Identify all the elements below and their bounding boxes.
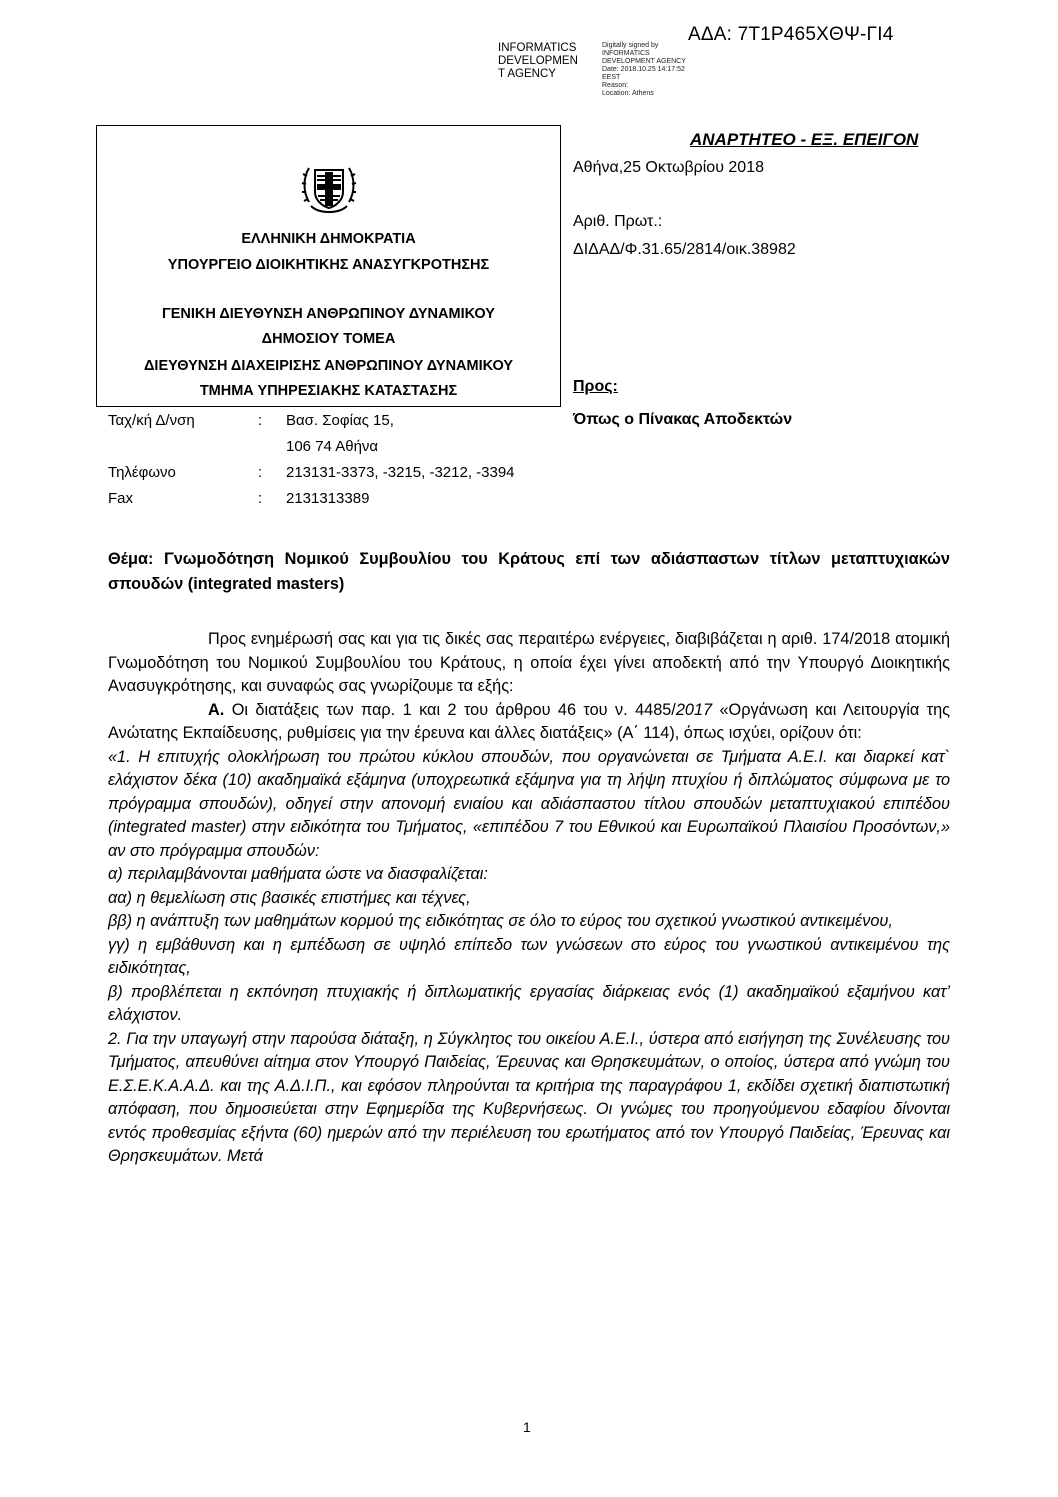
contact-value: 2131313389 bbox=[286, 490, 370, 507]
protocol-label: Αριθ. Πρωτ.: bbox=[573, 213, 663, 230]
signature-detail-line: DEVELOPMENT AGENCY bbox=[602, 58, 686, 65]
signature-detail-line: EEST bbox=[602, 74, 621, 81]
contact-value: 106 74 Αθήνα bbox=[286, 438, 379, 455]
signature-detail-line: Location: Athens bbox=[602, 90, 654, 97]
contact-value: 213131-3373, -3215, -3212, -3394 bbox=[286, 464, 515, 481]
paragraph-a-marker: Α. bbox=[208, 700, 225, 719]
contact-label: Ταχ/κή Δ/νση bbox=[108, 412, 195, 429]
quoted-item-a: α) περιλαμβάνονται μαθήματα ώστε να διασφαλίζεται: bbox=[108, 865, 488, 883]
quoted-clause-2: 2. Για την υπαγωγή στην παρούσα διάταξη, η Σύγκλητος του οικείου Α.Ε.Ι., ύστερα από εισήγηση της Συνέλευσης του Τμήματος, απευθύνει αίτημα στον Υπουργό Παιδείας, Έρευνας και Θρησκευμάτων, ο οποίος, ύστερα από γνώμη του Ε.Σ.Ε.Κ.Α.Α.Δ. και της Α.Δ.Ι.Π., και εφόσον πληρούνται τα κριτήρια της παραγράφου 1, εκδίδει σχετική διαπιστωτική απόφαση, που δημοσιεύεται στην Εφημερίδα της Κυβερνήσεως. Οι γνώμες του προηγούμενου εδαφίου δίνονται εντός προθεσμίας εξήντα (60) ημερών από την περιέλευση του ερωτήματος από τον Υπουργό Παιδείας, Έρευνας και Θρησκευμάτων. Μετά bbox=[108, 1029, 950, 1165]
header-general-directorate-2: ΔΗΜΟΣΙΟΥ ΤΟΜΕΑ bbox=[261, 331, 396, 347]
header-department: ΤΜΗΜΑ ΥΠΗΡΕΣΙΑΚΗΣ ΚΑΤΑΣΤΑΣΗΣ bbox=[199, 383, 458, 399]
signature-org-line: INFORMATICS bbox=[498, 42, 577, 54]
recipient-value: Όπως ο Πίνακας Αποδεκτών bbox=[573, 411, 793, 428]
greek-coat-of-arms-icon bbox=[301, 156, 357, 216]
urgency-marking: ΑΝΑΡΤΗΤΕΟ - ΕΞ. ΕΠΕΙΓΟΝ bbox=[690, 130, 919, 149]
quoted-item-bb: ββ) η ανάπτυξη των μαθημάτων κορμού της ειδικότητας σε όλο το εύρος του σχετικού γνωστικού αντικειμένου, bbox=[108, 912, 893, 930]
paragraph-a-text: Οι διατάξεις των παρ. 1 και 2 του άρθρου 46 του ν. 4485/ bbox=[224, 700, 676, 719]
body-text bbox=[108, 628, 950, 1169]
paragraph-a-year: 2017 bbox=[675, 700, 713, 719]
header-country: ΕΛΛΗΝΙΚΗ ΔΗΜΟΚΡΑΤΙΑ bbox=[241, 231, 416, 247]
signature-detail-line: Reason: bbox=[602, 82, 629, 89]
letterhead-box bbox=[96, 125, 561, 407]
signature-org-line: DEVELOPMEN bbox=[498, 55, 578, 67]
header-ministry: ΥΠΟΥΡΓΕΙΟ ΔΙΟΙΚΗΤΙΚΗΣ ΑΝΑΣΥΓΚΡΟΤΗΣΗΣ bbox=[167, 257, 490, 273]
document-date: Αθήνα,25 Οκτωβρίου 2018 bbox=[573, 159, 764, 176]
page-number: 1 bbox=[523, 1419, 531, 1435]
header-general-directorate: ΓΕΝΙΚΗ ΔΙΕΥΘΥΝΣΗ ΑΝΘΡΩΠΙΝΟΥ ΔΥΝΑΜΙΚΟΥ bbox=[162, 306, 495, 322]
quoted-item-b: β) προβλέπεται η εκπόνηση πτυχιακής ή διπλωματικής εργασίας διάρκειας ενός (1) ακαδημαϊκού εξαμήνου κατ’ ελάχιστον. bbox=[108, 982, 950, 1024]
subject-line: Θέμα: Γνωμοδότηση Νομικού Συμβουλίου του Κράτους επί των αδιάσπαστων τίτλων μεταπτυχιακών σπουδών (integrated masters) bbox=[108, 550, 950, 593]
contact-value: Βασ. Σοφίας 15, bbox=[286, 412, 394, 429]
contact-label: Τηλέφωνο bbox=[108, 464, 176, 481]
signature-detail-line: Date: 2018.10.25 14:17:52 bbox=[602, 66, 685, 73]
quoted-clause-1: «1. Η επιτυχής ολοκλήρωση του πρώτου κύκλου σπουδών, που οργανώνεται σε Τμήματα Α.Ε.Ι. και διαρκεί κατ` ελάχιστον δέκα (10) ακαδημαϊκά εξάμηνα (υποχρεωτικά εξάμηνα για τη λήψη πτυχίου ή διπλώματος σύμφωνα με το πρόγραμμα σπουδών), οδηγεί στην απονομή ενιαίου και αδιάσπαστου τίτλου σπουδών μεταπτυχιακού επιπέδου (integrated master) στην ειδικότητα του Τμήματος, «επιπέδου 7 του Εθνικού και Ευρωπαϊκού Πλαισίου Προσόντων,» αν στο πρόγραμμα σπουδών: bbox=[108, 747, 950, 860]
ada-code: ΑΔΑ: 7Τ1Ρ465ΧΘΨ-ΓΙ4 bbox=[688, 24, 894, 45]
signature-org-line: T AGENCY bbox=[498, 68, 556, 80]
paragraph-a bbox=[108, 699, 950, 746]
header-directorate: ΔΙΕΥΘΥΝΣΗ ΔΙΑΧΕΙΡΙΣΗΣ ΑΝΘΡΩΠΙΝΟΥ ΔΥΝΑΜΙΚΟΥ bbox=[144, 358, 513, 374]
signature-detail-line: Digitally signed by bbox=[602, 42, 659, 49]
quoted-item-gg: γγ) η εμβάθυνση και η εμπέδωση σε υψηλό επίπεδο των γνώσεων στο εύρος του γνωστικού αντικειμένου της ειδικότητας, bbox=[108, 935, 950, 977]
signature-detail-line: INFORMATICS bbox=[602, 50, 650, 57]
contact-colon: : bbox=[258, 490, 263, 507]
contact-colon: : bbox=[258, 464, 263, 481]
quoted-item-aa: αα) η θεμελίωση στις βασικές επιστήμες και τέχνες, bbox=[108, 888, 471, 907]
signature-details bbox=[602, 42, 702, 98]
recipient-label: Προς: bbox=[573, 378, 618, 395]
digital-signature-stamp bbox=[498, 42, 698, 102]
contact-colon: : bbox=[258, 412, 263, 429]
intro-paragraph: Προς ενημέρωσή σας και για τις δικές σας περαιτέρω ενέργειες, διαβιβάζεται η αριθ. 174/2018 ατομική Γνωμοδότηση του Νομικού Συμβουλίου του Κράτους, η οποία έχει γίνει αποδεκτή από την Υπουργό Διοικητικής Ανασυγκρότησης, και συναφώς σας γνωρίζουμε τα εξής: bbox=[108, 630, 950, 695]
paragraph-a-text-2: «Οργάνωση και Λειτουργία της Ανώτατης Εκπαίδευσης, ρυθμίσεις για την έρευνα και άλλες διατάξεις» (Α΄ 114), όπως ισχύει, ορίζουν ότι: bbox=[108, 700, 950, 742]
signature-organization bbox=[498, 42, 602, 81]
contact-label: Fax bbox=[108, 490, 134, 507]
protocol-number: ΔΙΔΑΔ/Φ.31.65/2814/οικ.38982 bbox=[573, 241, 796, 258]
